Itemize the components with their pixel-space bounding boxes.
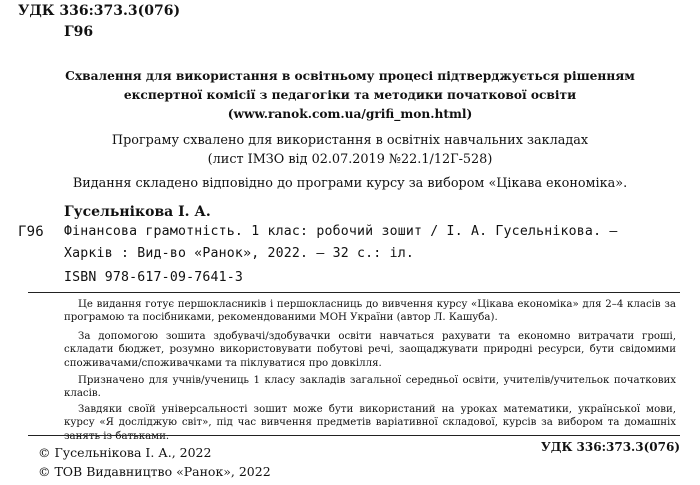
annotation-paragraph: Завдяки своїй універсальності зошит може бути використаний на уроках математики, української мови, курсу «Я досліджую світ», під час вивчення предметів варіативної складової, курсів за вибором та домашніх занять із батьками. xyxy=(64,404,676,442)
annotation-paragraph: Це видання готує першокласників і першокласниць до вивчення курсу «Цікава економіка» для 2–4 класів за програмою та посібниками, рекомендованими МОН України (автор Л. Кашуба). xyxy=(64,299,676,324)
approval-url: (www.ranok.com.ua/grifi_mon.html) xyxy=(227,107,473,121)
udk-header: УДК 336:373.3(076) xyxy=(18,3,181,19)
program-line-2: (лист ІМЗО від 02.07.2019 №22.1/12Г-528) xyxy=(207,152,493,167)
approval-line-2: експертної комісії з педагогіки та методики початкової освіти xyxy=(123,88,577,102)
program-line-1: Програму схвалено для використання в освітніх навчальних закладах xyxy=(111,133,589,148)
top-divider xyxy=(28,292,680,293)
catalog-isbn: ISBN 978-617-09-7641-3 xyxy=(64,270,244,285)
bottom-divider xyxy=(28,435,680,436)
catalog-title-line-2: Харків : Вид-во «Ранок», 2022. — 32 с.: іл. xyxy=(64,246,415,261)
annotation-paragraph: За допомогою зошита здобувачі/здобувачки освіти навчаться рахувати та економно витрачати гроші, складати бюджет, розумно використовувати побутові речі, заощаджувати природні ресурси, бути свідомими споживачами/споживачками та піклуватися про довкілля. xyxy=(64,331,676,369)
annotation-paragraph: Призначено для учнів/учениць 1 класу закладів загальної середньої освіти, учителів/учительок початкових класів. xyxy=(64,375,676,400)
author-mark-header: Г96 xyxy=(64,24,94,40)
copyright-publisher: © ТОВ Видавництво «Ранок», 2022 xyxy=(38,464,271,479)
course-line: Видання складено відповідно до програми курсу за вибором «Цікава економіка». xyxy=(72,176,628,191)
approval-line-1: Схвалення для використання в освітньому процесі підтверджується рішенням xyxy=(65,69,635,83)
copyright-author: © Гусельнікова І. А., 2022 xyxy=(38,445,212,460)
catalog-mark: Г96 xyxy=(18,224,44,240)
footer-udk: УДК 336:373.3(076) xyxy=(541,440,680,454)
catalog-author: Гусельнікова І. А. xyxy=(64,204,211,220)
catalog-title-line-1: Фінансова грамотність. 1 клас: робочий зошит / І. А. Гусельнікова. — xyxy=(64,224,618,239)
